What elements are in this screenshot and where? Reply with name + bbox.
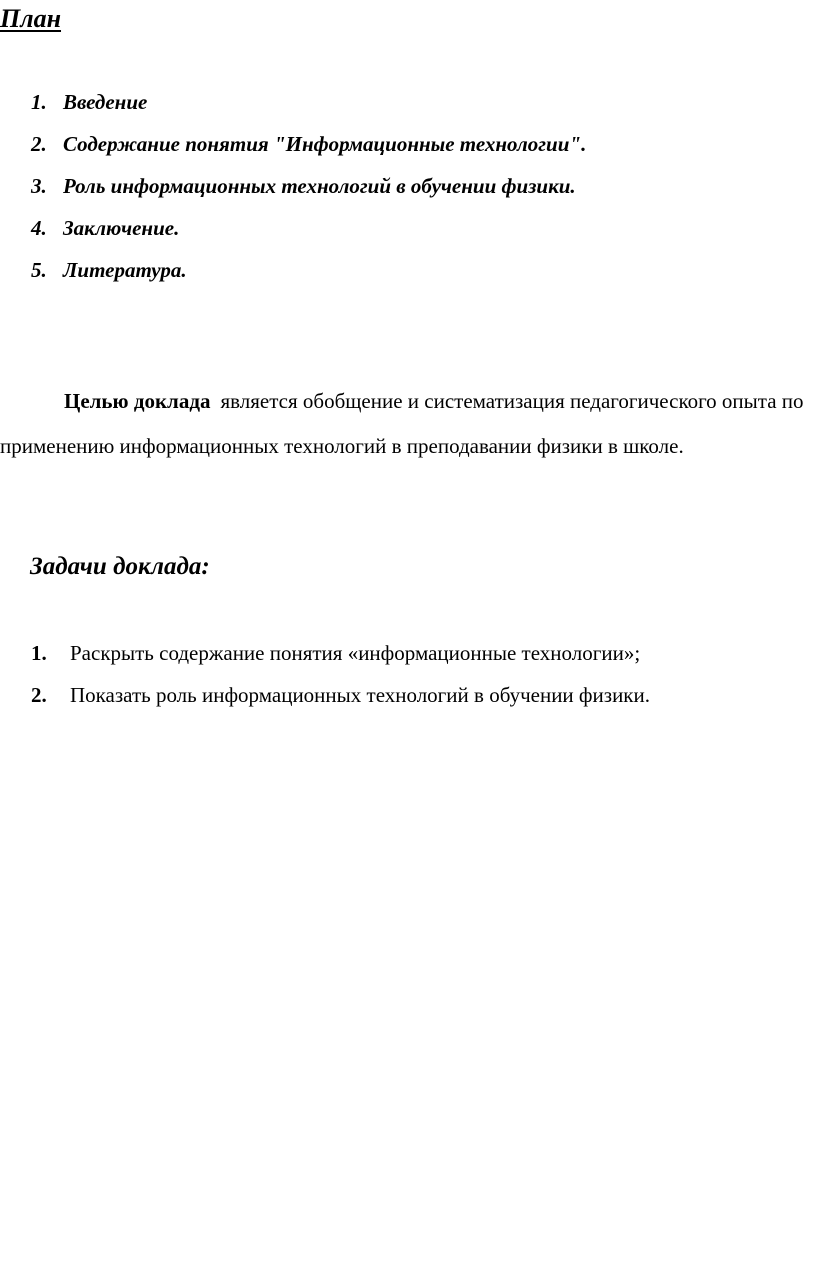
plan-item-number: 3. — [31, 174, 47, 198]
goal-paragraph — [0, 379, 816, 469]
plan-item-number: 2. — [31, 132, 47, 156]
task-item-number: 2. — [31, 683, 47, 707]
goal-label: Целью доклада — [64, 389, 211, 413]
plan-item — [31, 132, 811, 174]
task-item-number: 1. — [31, 641, 47, 665]
plan-item-number: 5. — [31, 258, 47, 282]
plan-item — [31, 174, 811, 216]
tasks-title: Задачи доклада: — [30, 553, 210, 580]
plan-item — [31, 258, 811, 300]
plan-item-number: 1. — [31, 90, 47, 114]
plan-item-text: Литература. — [63, 258, 187, 282]
plan-item — [31, 90, 811, 132]
task-item — [31, 683, 811, 725]
task-item — [31, 641, 811, 683]
plan-title: План — [0, 4, 62, 33]
tasks-list — [31, 641, 811, 725]
task-item-text: Показать роль информационных технологий в обучении физики. — [70, 683, 650, 707]
plan-item — [31, 216, 811, 258]
plan-item-text: Заключение. — [63, 216, 180, 240]
plan-item-number: 4. — [31, 216, 47, 240]
plan-item-text: Введение — [63, 90, 148, 114]
plan-item-text: Роль информационных технологий в обучении физики. — [63, 174, 576, 198]
task-item-text: Раскрыть содержание понятия «информационные технологии»; — [70, 641, 641, 665]
goal-text: является обобщение и систематизация педагогического опыта по применению информационных технологий в преподавании физики в школе. — [0, 389, 804, 458]
plan-list — [31, 90, 811, 300]
plan-item-text: Содержание понятия "Информационные технологии". — [63, 132, 587, 156]
